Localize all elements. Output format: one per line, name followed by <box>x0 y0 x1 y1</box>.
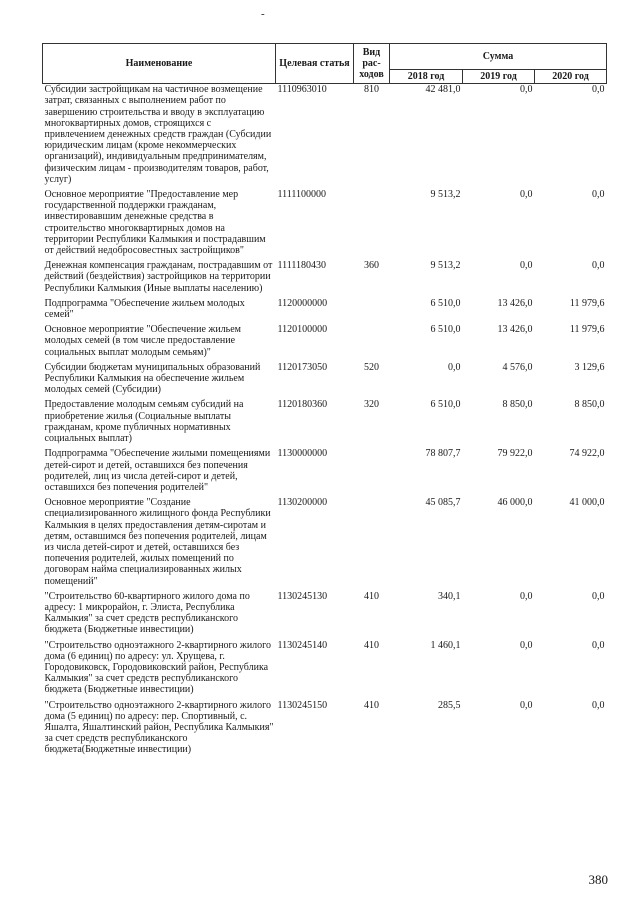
row-amount-2020: 3 129,6 <box>574 361 605 373</box>
row-name: "Строительство одноэтажного 2-квартирного жилого дома (6 единиц) по адресу: ул. Хрущева, г. Городовиковск, Городовиковский район, Республика Калмыкия" за счет средств республиканского бюджета (Бюджетные инвестиции) <box>44 639 272 696</box>
row-code: 1130000000 <box>277 448 328 460</box>
row-amount-2018: 1 460,1 <box>430 639 461 651</box>
row-amount-2018: 6 510,0 <box>430 297 461 309</box>
row-name: "Строительство одноэтажного 2-квартирного жилого дома (5 единиц) по адресу: пер. Спортивный, с. Яшалта, Яшалтинский район, Республика Калмыкия" за счет средств республиканского бюджета(Бюджетные инвестиции) <box>44 699 274 756</box>
header-vid: Вид рас-ходов <box>354 44 390 84</box>
row-name: Предоставление молодым семьям субсидий на приобретение жилья (Социальные выплаты гражданам, кроме публичных нормативных социальных выплат) <box>44 399 244 445</box>
row-amount-2019: 46 000,0 <box>497 497 533 509</box>
header-target: Целевая статья <box>276 44 354 84</box>
header-name: Наименование <box>43 44 276 84</box>
row-amount-2019: 79 922,0 <box>497 448 533 460</box>
row-amount-2018: 9 513,2 <box>430 260 461 272</box>
row-amount-2018: 6 510,0 <box>430 399 461 411</box>
row-amount-2019: 13 426,0 <box>497 324 533 336</box>
header-year-2019: 2019 год <box>463 70 535 84</box>
row-amount-2020: 41 000,0 <box>569 497 605 509</box>
top-mark: - <box>261 8 265 20</box>
row-amount-2018: 0,0 <box>448 361 461 373</box>
row-name: Подпрограмма "Обеспечение жильем молодых семей" <box>44 297 245 321</box>
row-name: Денежная компенсация гражданам, пострадавшим от действий (бездействия) застройщиков на территории Республики Калмыкия (Иные выплаты населению) <box>44 260 273 294</box>
table-row <box>43 189 607 260</box>
row-code: 1130245150 <box>277 699 328 711</box>
row-amount-2019: 0,0 <box>520 260 533 272</box>
row-amount-2020: 0,0 <box>592 84 605 96</box>
row-vid: 410 <box>364 699 379 711</box>
row-code: 1110963010 <box>277 84 327 96</box>
row-amount-2019: 13 426,0 <box>497 297 533 309</box>
header-sum: Сумма <box>390 44 607 70</box>
row-name: Подпрограмма "Обеспечение жилыми помещениями детей-сирот и детей, оставшихся без попечения родителей, лиц из числа детей-сирот и детей, оставшихся без попечения родителей" <box>44 448 271 493</box>
row-vid <box>354 298 390 324</box>
table-row <box>43 591 607 640</box>
row-name: Субсидии бюджетам муниципальных образований Республики Калмыкия на обеспечение жильем молодых семей (Субсидии) <box>44 361 261 396</box>
table-row <box>43 362 607 400</box>
row-amount-2020: 74 922,0 <box>569 448 605 460</box>
budget-table <box>42 43 607 760</box>
row-amount-2019: 0,0 <box>520 84 533 96</box>
row-vid <box>354 324 390 362</box>
row-amount-2019: 0,0 <box>520 639 533 651</box>
row-amount-2019: 4 576,0 <box>502 361 533 373</box>
header-year-2018: 2018 год <box>390 70 463 84</box>
table-row <box>43 700 607 760</box>
row-code: 1130200000 <box>277 497 328 509</box>
row-amount-2020: 0,0 <box>592 590 605 602</box>
header-year-2020: 2020 год <box>535 70 607 84</box>
table-row <box>43 497 607 591</box>
row-amount-2018: 340,1 <box>438 590 461 602</box>
row-amount-2020: 0,0 <box>592 189 605 201</box>
row-amount-2019: 0,0 <box>520 590 533 602</box>
row-code: 1111180430 <box>277 260 327 272</box>
row-vid: 810 <box>364 84 379 96</box>
row-name: Основное мероприятие "Обеспечение жильем молодых семей (в том числе предоставление социальных выплат молодым семьям)" <box>44 324 241 358</box>
row-amount-2020: 0,0 <box>592 639 605 651</box>
row-name: Основное мероприятие "Создание специализированного жилищного фонда Республики Калмыкия в целях предоставления детям-сиротам и детям, оставшимся без попечения родителей, лицам из числа детей-сирот и детей, оставшихся без попечения родителей, жилых помещений по договорам найма специализированных жилых помещений" <box>44 497 271 587</box>
row-code: 1130245130 <box>277 590 328 602</box>
row-amount-2020: 0,0 <box>592 699 605 711</box>
row-amount-2018: 9 513,2 <box>430 189 461 201</box>
row-amount-2019: 8 850,0 <box>502 399 533 411</box>
row-vid: 410 <box>364 590 379 602</box>
row-amount-2020: 11 979,6 <box>569 297 605 309</box>
table-row <box>43 399 607 448</box>
table-row <box>43 324 607 362</box>
row-amount-2018: 78 807,7 <box>425 448 461 460</box>
table-row <box>43 448 607 497</box>
row-amount-2020: 8 850,0 <box>574 399 605 411</box>
row-code: 1130245140 <box>277 639 328 651</box>
row-code: 1120000000 <box>277 297 328 309</box>
row-vid <box>354 189 390 260</box>
table-row <box>43 298 607 324</box>
row-amount-2018: 6 510,0 <box>430 324 461 336</box>
row-name: Основное мероприятие "Предоставление мер государственной поддержки гражданам, инвестировавшим денежные средства в строительство многоквартирных домов на территории Республики Калмыкия и пострадавшим от действий недобросовестных застройщиков" <box>44 189 266 257</box>
row-vid <box>354 448 390 497</box>
row-amount-2019: 0,0 <box>520 189 533 201</box>
table-row <box>43 84 607 189</box>
page-number: 380 <box>588 872 608 887</box>
row-amount-2020: 0,0 <box>592 260 605 272</box>
row-vid: 320 <box>364 399 379 411</box>
row-vid: 360 <box>364 260 379 272</box>
table-row <box>43 260 607 298</box>
table-row <box>43 640 607 700</box>
row-name: Субсидии застройщикам на частичное возмещение затрат, связанных с выполнением работ по завершению строительства и вводу в эксплуатацию многоквартирных домов, строящихся с привлечением денежных средств граждан (Субсидии юридическим лицам (кроме некоммерческих организаций), индивидуальным предпринимателям, физическим лицам - производителям товаров, работ, услуг) <box>44 84 272 185</box>
row-amount-2020: 11 979,6 <box>569 324 605 336</box>
row-amount-2018: 42 481,0 <box>425 84 461 96</box>
row-code: 1120100000 <box>277 324 328 336</box>
row-code: 1120173050 <box>277 361 328 373</box>
row-amount-2018: 45 085,7 <box>425 497 461 509</box>
row-vid: 410 <box>364 639 379 651</box>
row-amount-2018: 285,5 <box>438 699 461 711</box>
row-vid: 520 <box>364 361 379 373</box>
row-code: 1120180360 <box>277 399 328 411</box>
row-amount-2019: 0,0 <box>520 699 533 711</box>
row-vid <box>354 497 390 591</box>
row-name: "Строительство 60-квартирного жилого дома по адресу: 1 микрорайон, г. Элиста, Республика Калмыкия" за счет средств республиканского бюджета (Бюджетные инвестиции) <box>44 590 250 636</box>
row-code: 1111100000 <box>277 189 327 201</box>
